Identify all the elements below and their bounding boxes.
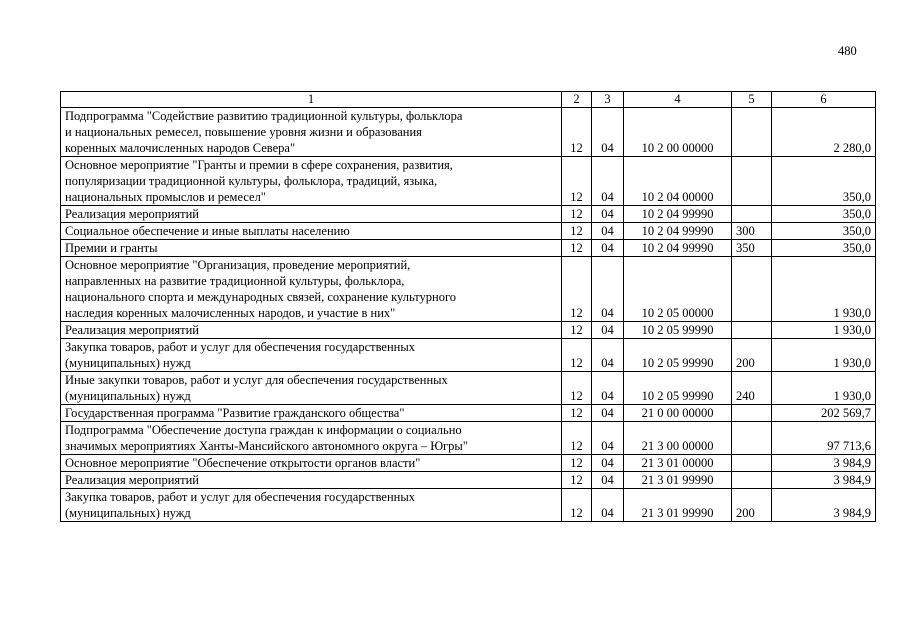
row-section-cell: 12 (562, 405, 592, 422)
row-target-article-cell: 21 3 01 99990 (624, 472, 732, 489)
row-expense-type-cell: 200 (732, 339, 772, 372)
table-row (61, 372, 876, 405)
budget-table-body (61, 92, 876, 522)
row-section-cell: 12 (562, 422, 592, 455)
row-amount-cell: 3 984,9 (772, 489, 876, 522)
table-row (61, 206, 876, 223)
row-expense-type-cell (732, 206, 772, 223)
row-target-article-cell: 10 2 04 00000 (624, 157, 732, 206)
table-row (61, 489, 876, 522)
row-amount-cell: 1 930,0 (772, 257, 876, 322)
row-target-article-cell: 10 2 05 99990 (624, 322, 732, 339)
row-subsection-cell: 04 (592, 240, 624, 257)
row-target-article-cell: 10 2 04 99990 (624, 206, 732, 223)
row-section-cell: 12 (562, 339, 592, 372)
table-row (61, 240, 876, 257)
row-expense-type-cell: 350 (732, 240, 772, 257)
row-amount-cell: 350,0 (772, 223, 876, 240)
row-section-cell: 12 (562, 372, 592, 405)
row-section-cell: 12 (562, 206, 592, 223)
row-section-cell: 12 (562, 240, 592, 257)
row-subsection-cell: 04 (592, 489, 624, 522)
row-amount-cell: 2 280,0 (772, 108, 876, 157)
table-row (61, 157, 876, 206)
budget-table (60, 91, 876, 522)
row-amount-cell: 1 930,0 (772, 372, 876, 405)
row-subsection-cell: 04 (592, 257, 624, 322)
table-row (61, 455, 876, 472)
row-subsection-cell: 04 (592, 422, 624, 455)
row-name-cell: Премии и гранты (61, 240, 562, 257)
row-subsection-cell: 04 (592, 339, 624, 372)
row-subsection-cell: 04 (592, 108, 624, 157)
row-target-article-cell: 10 2 04 99990 (624, 240, 732, 257)
header-col-1: 1 (61, 92, 562, 108)
row-expense-type-cell (732, 455, 772, 472)
row-target-article-cell: 10 2 04 99990 (624, 223, 732, 240)
table-row (61, 257, 876, 322)
row-name-cell: Основное мероприятие "Обеспечение открытости органов власти" (61, 455, 562, 472)
row-expense-type-cell: 240 (732, 372, 772, 405)
table-row (61, 422, 876, 455)
row-expense-type-cell (732, 157, 772, 206)
header-col-3: 3 (592, 92, 624, 108)
row-target-article-cell: 10 2 05 99990 (624, 372, 732, 405)
row-name-cell: Основное мероприятие "Организация, проведение мероприятий, направленных на развитие традиционной культуры, фольклора, национального спорта и международных связей, сохранение культурного наследия коренных малочисленных народов, и участие в них" (61, 257, 562, 322)
row-expense-type-cell (732, 472, 772, 489)
header-col-4: 4 (624, 92, 732, 108)
row-subsection-cell: 04 (592, 372, 624, 405)
row-section-cell: 12 (562, 489, 592, 522)
row-amount-cell: 350,0 (772, 240, 876, 257)
row-expense-type-cell: 300 (732, 223, 772, 240)
row-amount-cell: 1 930,0 (772, 322, 876, 339)
row-section-cell: 12 (562, 223, 592, 240)
row-section-cell: 12 (562, 322, 592, 339)
row-name-cell: Социальное обеспечение и иные выплаты населению (61, 223, 562, 240)
table-row (61, 405, 876, 422)
row-amount-cell: 202 569,7 (772, 405, 876, 422)
row-name-cell: Основное мероприятие "Гранты и премии в сфере сохранения, развития, популяризации традиционной культуры, фольклора, традиций, языка, национальных промыслов и ремесел" (61, 157, 562, 206)
row-section-cell: 12 (562, 472, 592, 489)
page-number: 480 (838, 44, 857, 58)
row-subsection-cell: 04 (592, 157, 624, 206)
row-target-article-cell: 10 2 05 99990 (624, 339, 732, 372)
table-row (61, 472, 876, 489)
row-target-article-cell: 21 3 01 00000 (624, 455, 732, 472)
row-section-cell: 12 (562, 157, 592, 206)
header-col-5: 5 (732, 92, 772, 108)
row-expense-type-cell (732, 422, 772, 455)
table-row (61, 322, 876, 339)
row-subsection-cell: 04 (592, 322, 624, 339)
row-subsection-cell: 04 (592, 455, 624, 472)
row-target-article-cell: 21 3 01 99990 (624, 489, 732, 522)
row-section-cell: 12 (562, 455, 592, 472)
header-col-6: 6 (772, 92, 876, 108)
row-name-cell: Подпрограмма "Содействие развитию традиционной культуры, фольклора и национальных ремесел, повышение уровня жизни и образования коренных малочисленных народов Севера" (61, 108, 562, 157)
table-header-row (61, 92, 876, 108)
row-name-cell: Подпрограмма "Обеспечение доступа граждан к информации о социально значимых мероприятиях Ханты-Мансийского автономного округа – Югры" (61, 422, 562, 455)
row-name-cell: Реализация мероприятий (61, 322, 562, 339)
row-subsection-cell: 04 (592, 206, 624, 223)
row-name-cell: Государственная программа "Развитие гражданского общества" (61, 405, 562, 422)
header-col-2: 2 (562, 92, 592, 108)
row-amount-cell: 3 984,9 (772, 455, 876, 472)
row-amount-cell: 350,0 (772, 206, 876, 223)
row-section-cell: 12 (562, 108, 592, 157)
table-row (61, 223, 876, 240)
row-expense-type-cell: 200 (732, 489, 772, 522)
row-name-cell: Реализация мероприятий (61, 206, 562, 223)
row-subsection-cell: 04 (592, 405, 624, 422)
row-target-article-cell: 21 0 00 00000 (624, 405, 732, 422)
row-amount-cell: 350,0 (772, 157, 876, 206)
row-name-cell: Закупка товаров, работ и услуг для обеспечения государственных (муниципальных) нужд (61, 489, 562, 522)
row-target-article-cell: 10 2 00 00000 (624, 108, 732, 157)
row-expense-type-cell (732, 108, 772, 157)
row-target-article-cell: 21 3 00 00000 (624, 422, 732, 455)
row-name-cell: Иные закупки товаров, работ и услуг для обеспечения государственных (муниципальных) нужд (61, 372, 562, 405)
row-name-cell: Закупка товаров, работ и услуг для обеспечения государственных (муниципальных) нужд (61, 339, 562, 372)
table-row (61, 108, 876, 157)
row-expense-type-cell (732, 257, 772, 322)
row-amount-cell: 3 984,9 (772, 472, 876, 489)
row-subsection-cell: 04 (592, 472, 624, 489)
row-name-cell: Реализация мероприятий (61, 472, 562, 489)
row-expense-type-cell (732, 322, 772, 339)
row-expense-type-cell (732, 405, 772, 422)
table-row (61, 339, 876, 372)
row-subsection-cell: 04 (592, 223, 624, 240)
row-amount-cell: 1 930,0 (772, 339, 876, 372)
row-target-article-cell: 10 2 05 00000 (624, 257, 732, 322)
row-amount-cell: 97 713,6 (772, 422, 876, 455)
row-section-cell: 12 (562, 257, 592, 322)
